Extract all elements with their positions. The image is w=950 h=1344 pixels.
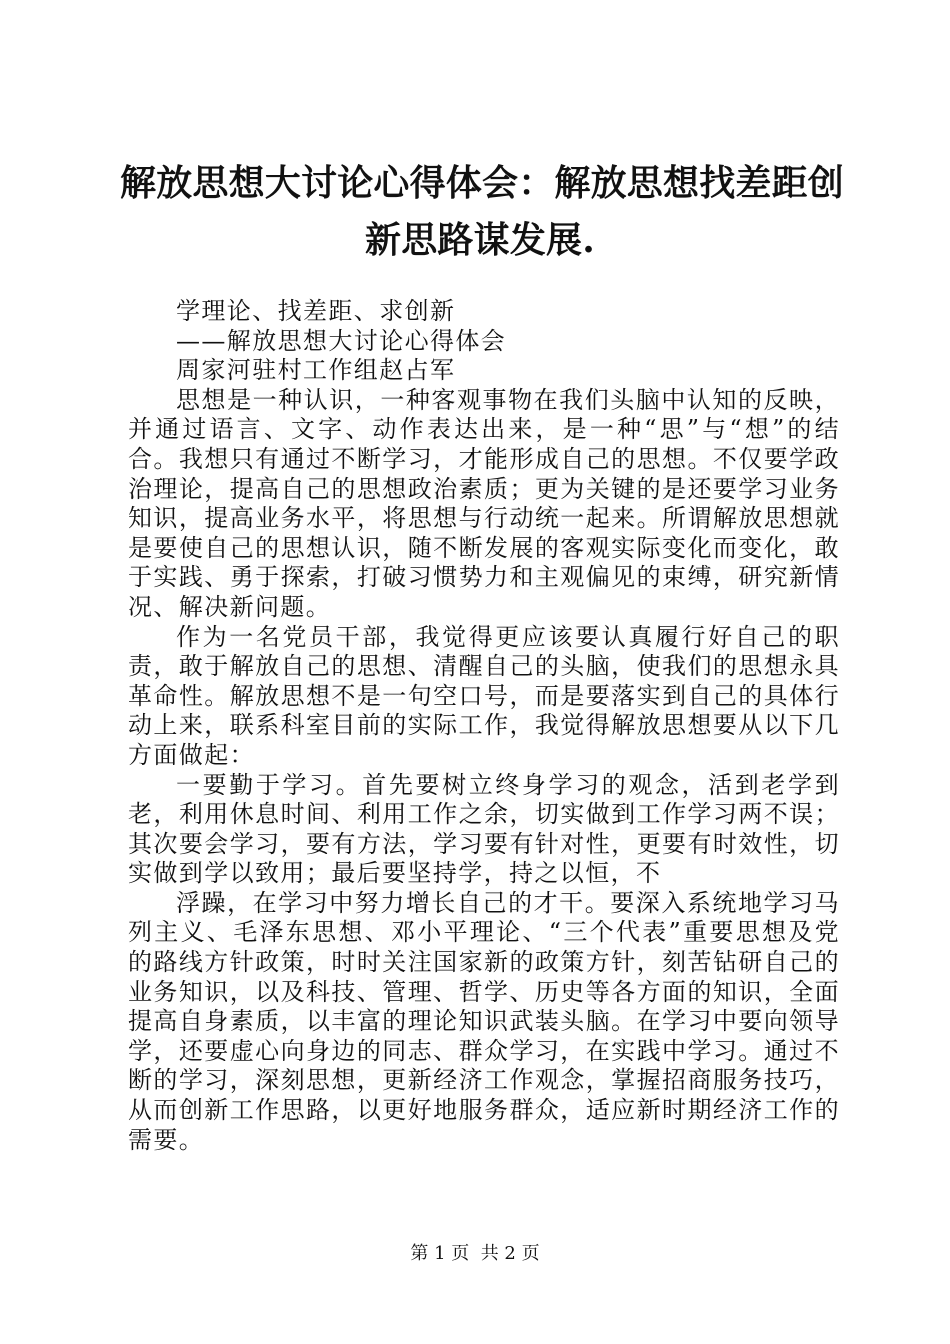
paragraph: 一要勤于学习。首先要树立终身学习的观念，活到老学到老，利用休息时间、利用工作之余，切实做到工作学习两不误；其次要会学习，要有方法，学习要有针对性，更要有时效性，切实做到学以致用；最后要坚持学，持之以恒，不 (128, 770, 840, 888)
paragraph: 浮躁，在学习中努力增长自己的才干。要深入系统地学习马列主义、毛泽东思想、邓小平理论、“三个代表”重要思想及党的路线方针政策，时时关注国家新的政策方针，刻苦钻研自己的业务知识，以及科技、管理、哲学、历史等各方面的知识，全面提高自身素质，以丰富的理论知识武装头脑。在学习中要向领导学，还要虚心向身边的同志、群众学习，在实践中学习。通过不断的学习，深刻思想，更新经济工作观念，掌握招商服务技巧，从而创新工作思路，以更好地服务群众，适应新时期经济工作的需要。 (128, 888, 840, 1154)
author-line: 周家河驻村工作组赵占军 (176, 356, 456, 385)
title-line-1: 解放思想大讨论心得体会：解放思想找差距创 (120, 162, 845, 204)
title-line-2: 新思路谋发展. (365, 219, 595, 261)
paragraph: 思想是一种认识，一种客观事物在我们头脑中认知的反映，并通过语言、文字、动作表达出来，是一种“思”与“想”的结合。我想只有通过不断学习，才能形成自己的思想。不仅要学政治理论，提高自己的思想政治素质；更为关键的是还要学习业务知识，提高业务水平，将思想与行动统一起来。所谓解放思想就是要使自己的思想认识，随不断发展的客观实际变化而变化，敢于实践、勇于探索，打破习惯势力和主观偏见的束缚，研究新情况、解决新问题。 (128, 385, 840, 621)
document-title (120, 155, 845, 269)
subheading: 学理论、找差距、求创新 (176, 297, 456, 325)
document-body (128, 297, 840, 1155)
paragraph: 作为一名党员干部，我觉得更应该要认真履行好自己的职责，敢于解放自己的思想、清醒自己的头脑，使我们的思想永具革命性。解放思想不是一句空口号，而是要落实到自己的具体行动上来，联系科室目前的实际工作，我觉得解放思想要从以下几方面做起： (128, 622, 840, 769)
subheading-secondary: ——解放思想大讨论心得体会 (176, 326, 507, 355)
page-footer: 第 1 页 共 2 页 (410, 1243, 540, 1264)
